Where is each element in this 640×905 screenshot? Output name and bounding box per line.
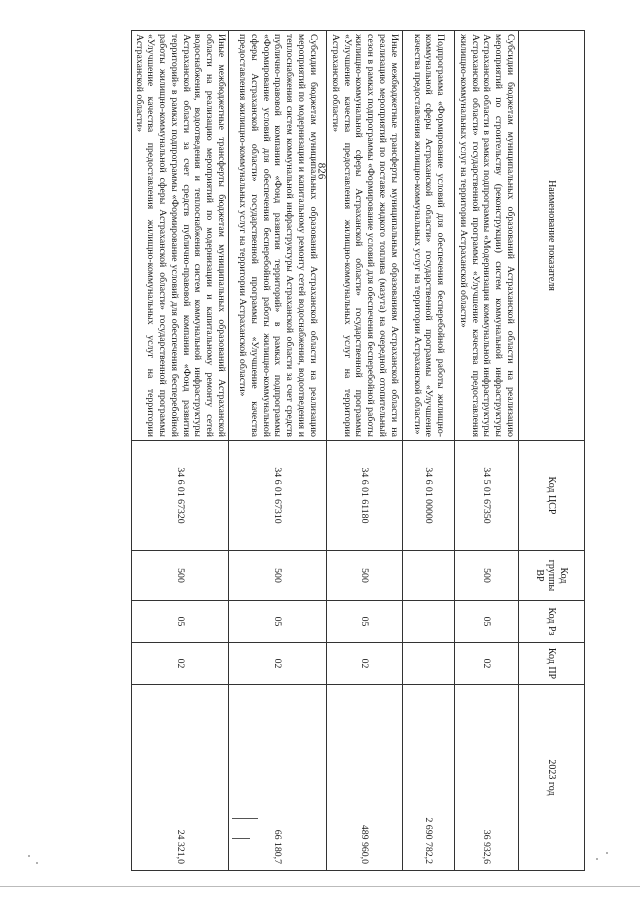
row-vr: 500 (229, 551, 327, 601)
header-rz: Код Рз (519, 601, 585, 643)
row-2023: 24 321,0 (132, 685, 229, 871)
row-2023: 36 932,6 (455, 685, 519, 871)
header-2023: 2023 год (519, 685, 585, 871)
row-name: Иные межбюджетные трансферты муниципальным образованиям Астраханской области на реализацию мероприятий по поставке жидкого топлива (мазута) на очередной отопительный сезон в рамках подпрограммы «Формирование условий для обеспечения бесперебойной работы жилищно-коммунальной сферы Астраханской области» государственной программы «Улучшение качества предоставления жилищно-коммунальных услуг на территории Астраханской области» (327, 31, 403, 441)
scan-bottom-edge (0, 886, 640, 887)
row-csr: 34 5 01 67350 (455, 441, 519, 551)
row-rz: 05 (229, 601, 327, 643)
table-row (455, 31, 519, 871)
table-row (403, 31, 455, 871)
row-name: Субсидии бюджетам муниципальных образований Астраханской области на реализацию мероприятий по модернизации и капитальному ремонту сетей водоснабжения, водоотведения и теплоснабжения систем коммунальной инфраструктуры Астраханской области за счет средств публично-правовой компании «Фонд развития территорий» в рамках подпрограммы «Формирование условий для обеспечения бесперебойной работы жилищно-коммунальной сферы Астраханской области» государственной программы «Улучшение качества предоставления жилищно-коммунальных услуг на территории Астраханской области» (229, 31, 327, 441)
row-pr: 02 (327, 643, 403, 685)
row-rz (403, 601, 455, 643)
table-row (229, 31, 327, 871)
row-csr: 34 6 01 00000 (403, 441, 455, 551)
row-2023: 66 180,7 (229, 685, 327, 871)
budget-table (131, 30, 585, 871)
scan-mark (232, 818, 258, 819)
scan-speck (28, 855, 30, 857)
row-2023: 2 690 782,2 (403, 685, 455, 871)
row-csr: 34 6 01 67310 (229, 441, 327, 551)
scan-speck (36, 862, 38, 864)
row-csr: 34 6 01 67320 (132, 441, 229, 551)
row-name: Подпрограмма «Формирование условий для обеспечения бесперебойной работы жилищно-коммунальной сферы Астраханской области» государственной программы «Улучшение качества предоставления жилищно-коммунальных услуг на территории Астраханской области» (403, 31, 455, 441)
rotated-table-container (133, 30, 585, 870)
row-2023: 489 960,0 (327, 685, 403, 871)
row-vr: 500 (132, 551, 229, 601)
row-rz: 05 (132, 601, 229, 643)
header-vr: Код группы ВР (519, 551, 585, 601)
row-vr: 500 (455, 551, 519, 601)
row-pr: 02 (229, 643, 327, 685)
scan-mark (232, 838, 250, 839)
header-name: Наименование показателя (519, 31, 585, 441)
row-csr: 34 6 01 61180 (327, 441, 403, 551)
table-frame (133, 30, 585, 870)
table-header-row (519, 31, 585, 871)
row-vr (403, 551, 455, 601)
page-number: 826 (315, 162, 328, 180)
scan-speck (606, 852, 608, 854)
row-rz: 05 (327, 601, 403, 643)
row-pr (403, 643, 455, 685)
table-row (132, 31, 229, 871)
row-pr: 02 (455, 643, 519, 685)
row-rz: 05 (455, 601, 519, 643)
row-name: Иные межбюджетные трансферты бюджетам муниципальных образований Астраханской области на реализацию мероприятий по модернизации и капитальному ремонту сетей водоснабжения, водоотведения и теплоснабжения систем коммунальной инфраструктуры Астраханской области за счет средств публично-правовой компании «Фонд развития территорий» в рамках подпрограммы «Формирование условий для обеспечения бесперебойной работы жилищно-коммунальной сферы Астраханской области» государственной программы «Улучшение качества предоставления жилищно-коммунальных услуг на территории Астраханской области» (132, 31, 229, 441)
header-pr: Код ПР (519, 643, 585, 685)
header-csr: Код ЦСР (519, 441, 585, 551)
row-name: Субсидии бюджетам муниципальных образований Астраханской области на реализацию мероприятий по строительству (реконструкции) систем коммунальной инфраструктуры Астраханской области в рамках подпрограммы «Модернизация коммунальной инфраструктуры Астраханской области» государственной программы «Улучшение качества предоставления жилищно-коммунальных услуг на территории Астраханской области» (455, 31, 519, 441)
row-pr: 02 (132, 643, 229, 685)
table-row (327, 31, 403, 871)
row-vr: 500 (327, 551, 403, 601)
scan-speck (596, 858, 598, 860)
